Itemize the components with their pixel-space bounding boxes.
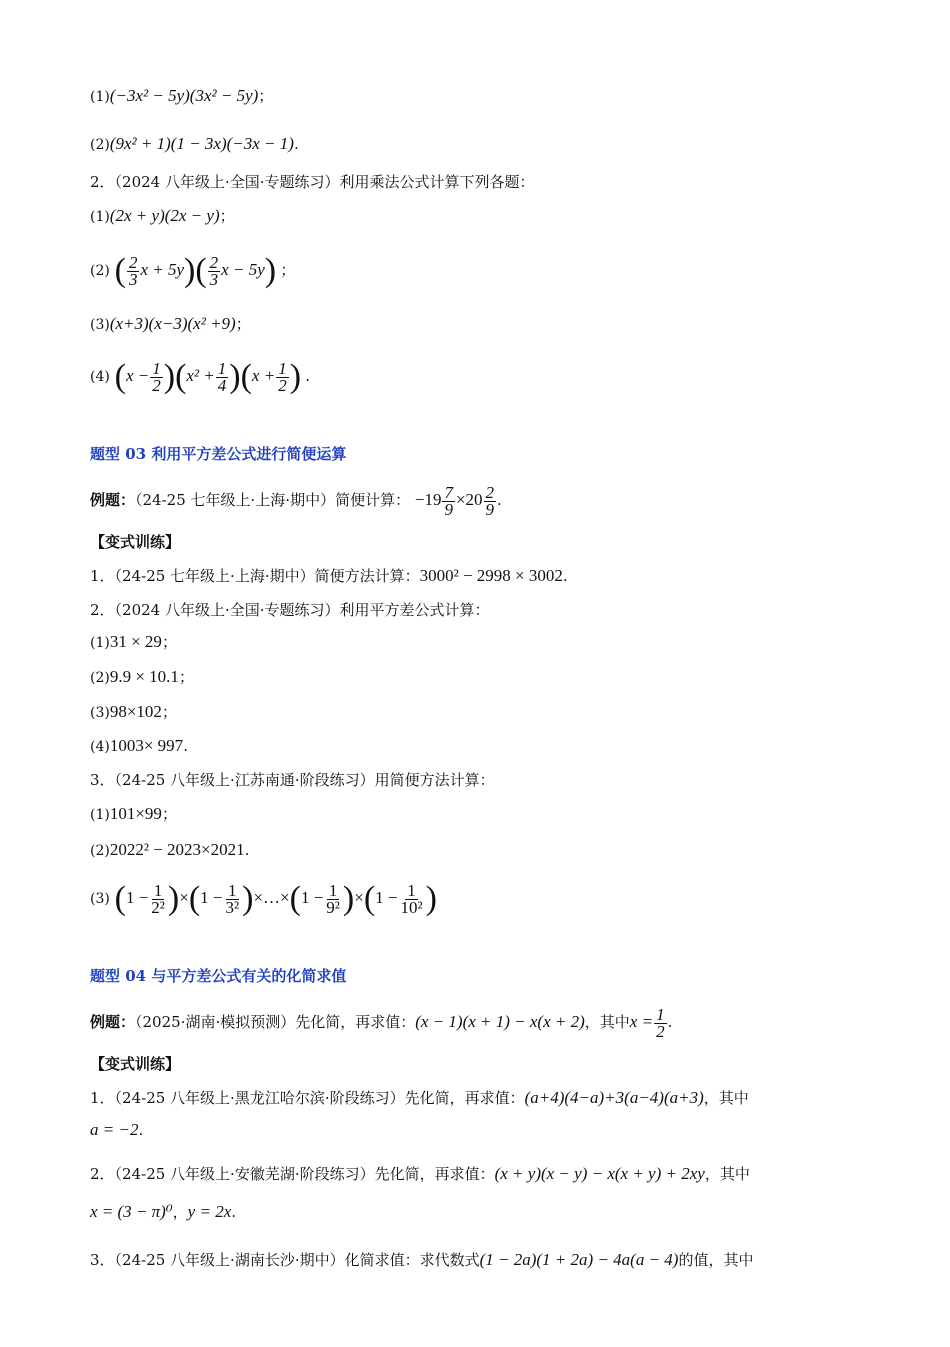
condition-x: x = (3 − π)⁰ <box>90 1202 173 1221</box>
expression: (x − 1)(x + 1) − x(x + 2) <box>415 1012 585 1031</box>
punct: . <box>305 367 311 385</box>
punct: . <box>244 841 250 859</box>
problem-1-part-2 <box>90 134 299 155</box>
punct: . <box>231 1203 237 1221</box>
fraction: $\frac{2}{3}$ <box>128 252 138 289</box>
example-text: （24-25 七年级上·上海·期中）简便计算： <box>135 491 411 509</box>
item-label: (4) <box>90 369 110 385</box>
training-03-q2-part-3 <box>90 702 177 723</box>
punct: ； <box>178 668 194 686</box>
variant-training-label-03: 【变式训练】 <box>90 533 181 551</box>
example-label: 例题： <box>90 1013 136 1031</box>
text: ，其中 <box>703 1089 749 1107</box>
question-text: 1．（24-25 七年级上·上海·期中）简便方法计算： <box>90 567 420 585</box>
punct: ； <box>219 207 235 225</box>
item-label: (2) <box>90 263 110 279</box>
expression: ( $\frac{2}{3}$ x + 5y)( $\frac{2}{3}$ x − 5y) <box>114 252 277 290</box>
training-03-q2-part-1 <box>90 632 177 653</box>
expression: 1003× 997 <box>109 736 184 755</box>
punct: ； <box>161 633 177 651</box>
problem-1-part-1 <box>90 86 273 107</box>
expression: 2022² − 2023×2021 <box>109 840 245 859</box>
expression: (x+3)(x−3)(x² +9) <box>109 314 236 333</box>
training-03-q3-part-3 <box>90 878 437 919</box>
example-text: （2025·湖南·模拟预测）先化简，再求值： <box>135 1013 416 1031</box>
condition: x = $\frac{1}{2}$ <box>629 1004 665 1041</box>
training-04-q2-condition <box>90 1202 236 1222</box>
item-label: (3) <box>90 317 110 333</box>
punct: . <box>562 567 568 585</box>
expression: 31 × 29 <box>109 632 162 651</box>
expression: (a+4)(4−a)+3(a−4)(a+3) <box>524 1088 704 1107</box>
training-04-q2 <box>90 1164 750 1184</box>
item-label: (4) <box>90 739 110 755</box>
item-label: (1) <box>90 89 110 105</box>
example-04 <box>90 1002 672 1042</box>
item-label: (2) <box>90 843 110 859</box>
question-2-part-2 <box>90 250 295 291</box>
punct: ， <box>172 1203 188 1221</box>
punct: ； <box>161 805 177 823</box>
expression: 98×102 <box>109 702 162 721</box>
training-04-q1-condition <box>90 1120 143 1140</box>
training-04-q3 <box>90 1250 753 1270</box>
expression: (x − $\frac{1}{2}$ )(x² + $\frac{1}{4}$ )(x + $\frac{1}{2}$ ) <box>114 358 302 396</box>
question-2-part-1 <box>90 206 235 227</box>
expression: (1 − 2a)(1 + 2a) − 4a(a − 4) <box>479 1250 679 1269</box>
question-text: 3．（24-25 八年级上·湖南长沙·期中）化简求值：求代数式 <box>90 1251 480 1269</box>
item-label: (1) <box>90 635 110 651</box>
punct: ； <box>258 87 274 105</box>
training-03-q1 <box>90 566 568 586</box>
punct: . <box>293 135 299 153</box>
item-label: (1) <box>90 807 110 823</box>
fraction: $\frac{2}{3}$ <box>209 252 219 289</box>
condition-y: y = 2x <box>187 1202 232 1221</box>
training-04-q1 <box>90 1088 749 1108</box>
punct: . <box>183 737 188 755</box>
expression: (9x² + 1)(1 − 3x)(−3x − 1) <box>109 134 294 153</box>
training-03-q2: 2．（2024 八年级上·全国·专题练习）利用平方差公式计算： <box>90 601 490 619</box>
question-2-part-3 <box>90 314 251 335</box>
question-text: 1．（24-25 八年级上·黑龙江哈尔滨·阶段练习）先化简，再求值： <box>90 1089 525 1107</box>
section-heading-03: 题型 03 利用平方差公式进行简便运算 <box>90 445 347 463</box>
item-label: (2) <box>90 137 110 153</box>
punct: . <box>667 1013 673 1031</box>
punct: ； <box>280 261 296 279</box>
training-03-q3-part-1 <box>90 804 177 825</box>
item-label: (1) <box>90 209 110 225</box>
punct: . <box>138 1121 144 1139</box>
text: 的值，其中 <box>678 1251 754 1269</box>
training-03-q3: 3．（24-25 八年级上·江苏南通·阶段练习）用简便方法计算： <box>90 771 495 789</box>
text: ，其中 <box>584 1013 630 1031</box>
training-03-q2-part-2 <box>90 667 194 688</box>
expression: −19 $\frac{7}{9}$ ×20 $\frac{2}{9}$ <box>414 482 495 519</box>
expression: (2x + y)(2x − y) <box>109 206 220 225</box>
question-text: 2．（24-25 八年级上·安徽芜湖·阶段练习）先化简，再求值： <box>90 1165 495 1183</box>
item-label: (3) <box>90 705 110 721</box>
item-label: (3) <box>90 891 110 907</box>
expression: (−3x² − 5y)(3x² − 5y) <box>109 86 259 105</box>
section-heading-04: 题型 04 与平方差公式有关的化简求值 <box>90 967 347 985</box>
punct: . <box>497 491 502 509</box>
expression: 101×99 <box>109 804 162 823</box>
text: ，其中 <box>704 1165 750 1183</box>
example-03 <box>90 480 502 520</box>
item-label: (2) <box>90 670 110 686</box>
expression: 9.9 × 10.1 <box>109 667 179 686</box>
punct: ； <box>235 315 251 333</box>
training-03-q2-part-4 <box>90 736 188 757</box>
expression: 3000² − 2998 × 3002 <box>419 566 563 585</box>
question-2-header: 2．（2024 八年级上·全国·专题练习）利用乘法公式计算下列各题： <box>90 173 535 191</box>
training-03-q3-part-2 <box>90 840 249 861</box>
variant-training-label-04: 【变式训练】 <box>90 1055 181 1073</box>
condition: a = −2 <box>90 1120 139 1139</box>
expression: (x + y)(x − y) − x(x + y) + 2xy <box>494 1164 705 1183</box>
expression: (1 − $\frac{1}{\text{2²}}$ )×(1 − $\frac{1}{\text{3²}}$ )×…×(1 − $\frac{1}{\text{9²}}$ )×(1 − $\frac{1}{\text{10²}}$ ) <box>114 880 437 918</box>
example-label: 例题： <box>90 491 136 509</box>
punct: ； <box>161 703 177 721</box>
question-2-part-4 <box>90 356 310 397</box>
